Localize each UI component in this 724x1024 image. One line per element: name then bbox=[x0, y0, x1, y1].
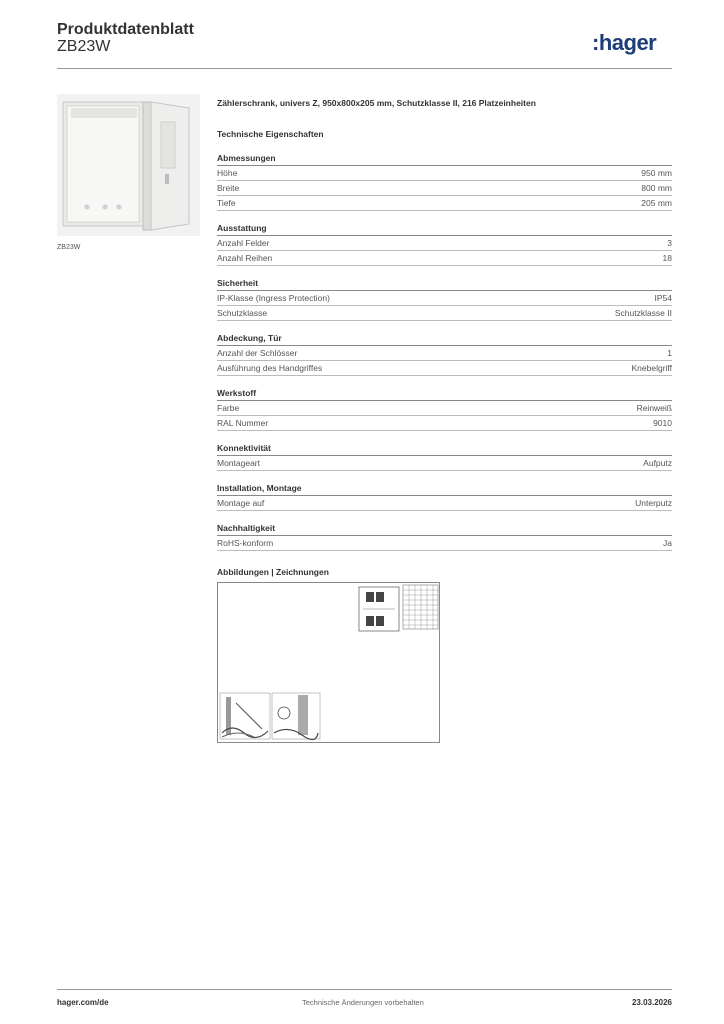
dimension-drawing bbox=[359, 587, 399, 631]
spec-value: Ja bbox=[663, 538, 672, 548]
hager-logo bbox=[592, 30, 674, 56]
spec-section-title: Abdeckung, Tür bbox=[217, 332, 672, 346]
page-title: Produktdatenblatt bbox=[57, 21, 194, 38]
product-details bbox=[217, 96, 672, 743]
spec-row bbox=[217, 536, 672, 551]
header-divider bbox=[57, 68, 672, 69]
photo-caption: ZB23W bbox=[57, 244, 81, 251]
spec-row bbox=[217, 251, 672, 266]
spec-row bbox=[217, 166, 672, 181]
spec-section bbox=[217, 152, 672, 211]
footer-notice: Technische Änderungen vorbehalten bbox=[302, 998, 424, 1007]
spec-section-title: Werkstoff bbox=[217, 387, 672, 401]
spec-row bbox=[217, 416, 672, 431]
product-code: ZB23W bbox=[57, 38, 111, 55]
specification-sections bbox=[217, 152, 672, 551]
spec-row bbox=[217, 496, 672, 511]
technical-drawings bbox=[218, 583, 439, 742]
spec-row bbox=[217, 181, 672, 196]
spec-section bbox=[217, 277, 672, 321]
spec-section bbox=[217, 222, 672, 266]
spec-value: 205 mm bbox=[641, 198, 672, 208]
spec-label: Anzahl Felder bbox=[217, 238, 270, 248]
spec-label: Anzahl der Schlösser bbox=[217, 348, 298, 358]
spec-value: Knebelgriff bbox=[631, 363, 672, 373]
spec-value: 800 mm bbox=[641, 183, 672, 193]
spec-label: Montageart bbox=[217, 458, 260, 468]
spec-row bbox=[217, 346, 672, 361]
spec-value: 950 mm bbox=[641, 168, 672, 178]
spec-label: RAL Nummer bbox=[217, 418, 269, 428]
spec-label: Ausführung des Handgriffes bbox=[217, 363, 323, 373]
spec-section-title: Installation, Montage bbox=[217, 482, 672, 496]
spec-section-title: Sicherheit bbox=[217, 277, 672, 291]
circuit-grid-drawing bbox=[403, 585, 438, 629]
spec-section-title: Abmessungen bbox=[217, 152, 672, 166]
spec-section bbox=[217, 442, 672, 471]
spec-value: Schutzklasse II bbox=[614, 308, 672, 318]
spec-value: IP54 bbox=[654, 293, 672, 303]
spec-section bbox=[217, 332, 672, 376]
spec-value: 18 bbox=[662, 253, 672, 263]
spec-value: 1 bbox=[667, 348, 672, 358]
spec-section bbox=[217, 387, 672, 431]
installation-sketch-2 bbox=[272, 693, 320, 740]
spec-section-title: Nachhaltigkeit bbox=[217, 522, 672, 536]
spec-label: Breite bbox=[217, 183, 240, 193]
spec-row bbox=[217, 456, 672, 471]
footer-date: 23.03.2026 bbox=[631, 998, 672, 1007]
spec-row bbox=[217, 361, 672, 376]
spec-section-title: Konnektivität bbox=[217, 442, 672, 456]
svg-text::hager: :hager bbox=[592, 30, 657, 55]
spec-row bbox=[217, 306, 672, 321]
spec-value: Aufputz bbox=[643, 458, 672, 468]
spec-label: RoHS-konform bbox=[217, 538, 274, 548]
product-description: Zählerschrank, univers Z, 950x800x205 mm, Schutzklasse II, 216 Platzeinheiten bbox=[217, 98, 536, 108]
spec-label: Tiefe bbox=[217, 198, 236, 208]
spec-section bbox=[217, 522, 672, 551]
installation-sketch-1 bbox=[220, 693, 270, 739]
spec-value: Unterputz bbox=[635, 498, 672, 508]
spec-value: 9010 bbox=[653, 418, 672, 428]
spec-label: IP-Klasse (Ingress Protection) bbox=[217, 293, 330, 303]
footer-divider bbox=[57, 989, 672, 990]
section-heading-technical: Technische Eigenschaften bbox=[217, 129, 324, 139]
spec-label: Montage auf bbox=[217, 498, 265, 508]
spec-value: 3 bbox=[667, 238, 672, 248]
spec-row bbox=[217, 291, 672, 306]
spec-value: Reinweiß bbox=[636, 403, 672, 413]
spec-label: Höhe bbox=[217, 168, 238, 178]
spec-row bbox=[217, 401, 672, 416]
spec-section bbox=[217, 482, 672, 511]
footer-website-link[interactable]: hager.com/de bbox=[57, 998, 109, 1007]
spec-label: Anzahl Reihen bbox=[217, 253, 273, 263]
spec-label: Farbe bbox=[217, 403, 240, 413]
spec-label: Schutzklasse bbox=[217, 308, 268, 318]
spec-section-title: Ausstattung bbox=[217, 222, 672, 236]
spec-row bbox=[217, 196, 672, 211]
drawings-box bbox=[217, 582, 440, 743]
product-photo bbox=[57, 94, 200, 236]
spec-row bbox=[217, 236, 672, 251]
figures-heading: Abbildungen | Zeichnungen bbox=[217, 567, 329, 577]
